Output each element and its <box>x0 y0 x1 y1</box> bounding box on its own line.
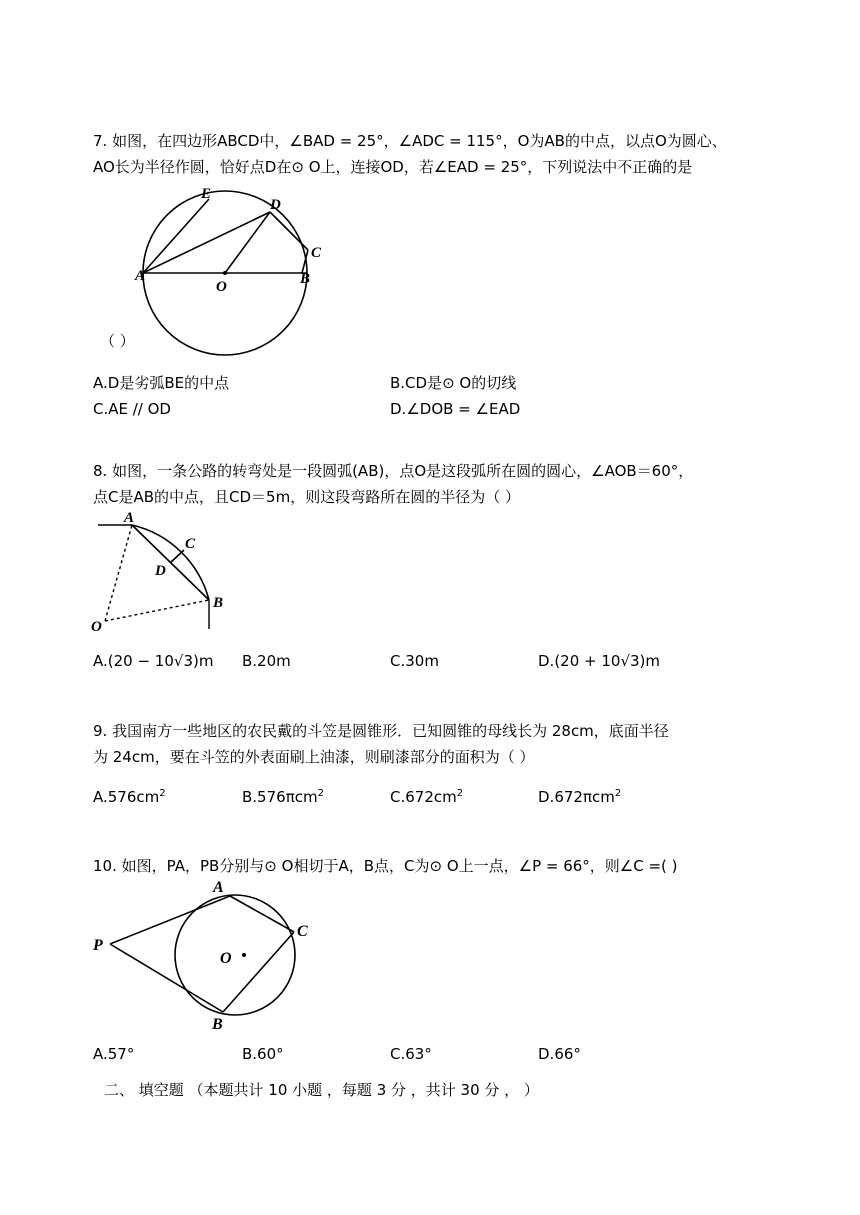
q7-label-o: O <box>216 279 227 295</box>
q8-label-a: A <box>124 510 135 526</box>
q9-option-a-text: A.576cm <box>93 788 160 806</box>
q7-label-e: E <box>201 186 212 202</box>
q9-option-d-exponent: 2 <box>614 788 622 799</box>
q7-segment-ae <box>143 199 209 273</box>
q10-option-b: B.60° <box>242 1045 284 1063</box>
q9-option-c <box>390 783 463 808</box>
q10-figure <box>90 874 330 1034</box>
q8-label-d: D <box>155 563 166 579</box>
q7-label-a: A <box>135 268 146 284</box>
q10-label-o: O <box>220 950 232 967</box>
q7-center-dot <box>223 271 227 275</box>
q8-label-b: B <box>213 595 224 611</box>
q8-figure <box>88 505 238 635</box>
q7-label-d: D <box>270 197 281 213</box>
q10-option-d: D.66° <box>538 1045 581 1063</box>
q7-label-c: C <box>311 245 322 261</box>
q9-option-b <box>242 783 324 808</box>
q7-option-d: D.∠DOB = ∠EAD <box>390 400 521 418</box>
q9-option-c-exponent: 2 <box>456 788 464 799</box>
q8-option-b: B.20m <box>242 652 291 670</box>
q7-option-b: B.CD是⊙ O的切线 <box>390 374 517 392</box>
q9-text-line1: 9. 我国南方一些地区的农民戴的斗笠是圆锥形．已知圆锥的母线长为 28cm，底面半径 <box>93 722 669 740</box>
q7-text-line1: 7. 如图，在四边形ABCD中，∠BAD = 25°，∠ADC = 115°，O为AB的中点，以点O为圆心、 <box>93 132 727 150</box>
q10-center-dot <box>242 953 246 957</box>
q7-segment-dc <box>270 212 308 250</box>
q9-option-d <box>538 783 621 808</box>
q9-option-a-exponent: 2 <box>159 788 166 799</box>
q10-text-line1: 10. 如图，PA，PB分别与⊙ O相切于A，B点，C为⊙ O上一点，∠P = 66°，则∠C =( ) <box>93 857 678 875</box>
q10-label-b: B <box>212 1016 223 1033</box>
q10-option-c: C.63° <box>390 1045 432 1063</box>
q9-option-c-text: C.672cm <box>390 788 457 806</box>
q8-radius-oa <box>105 525 132 621</box>
q10-label-p: P <box>93 937 103 954</box>
q10-tangent-pa <box>110 896 230 944</box>
q7-segment-od <box>225 212 270 273</box>
q10-option-a: A.57° <box>93 1045 135 1063</box>
q8-radius-ob <box>105 600 209 621</box>
q8-text-line2: 点C是AB的中点，且CD＝5m，则这段弯路所在圆的半径为（ ） <box>93 488 520 506</box>
q8-option-a: A.(20 − 10√3)m <box>93 652 214 670</box>
section2-title: 二、 填空题 （本题共计 10 小题 ，每题 3 分 ，共计 30 分 ， ） <box>104 1081 539 1099</box>
q10-circle <box>175 895 295 1015</box>
q8-label-c: C <box>185 536 196 552</box>
q10-tangent-pb <box>110 944 223 1012</box>
q7-option-a: A.D是劣弧BE的中点 <box>93 374 230 392</box>
q8-option-d: D.(20 + 10√3)m <box>538 652 661 670</box>
q8-segment-cd <box>170 550 184 563</box>
q7-figure <box>130 185 330 375</box>
q7-answer-parens: （ ） <box>100 332 135 350</box>
q9-option-d-text: D.672πcm <box>538 788 615 806</box>
q7-label-b: B <box>300 271 311 287</box>
q10-label-a: A <box>213 879 224 896</box>
q7-option-c: C.AE // OD <box>93 400 171 418</box>
q10-chord-bc <box>223 932 294 1012</box>
q9-text-line2: 为 24cm，要在斗笠的外表面刷上油漆，则刷漆部分的面积为（ ） <box>93 748 535 766</box>
q8-text-line1: 8. 如图，一条公路的转弯处是一段圆弧(AB)，点O是这段弧所在圆的圆心，∠AOB＝60°， <box>93 462 694 480</box>
q10-label-c: C <box>297 923 308 940</box>
q9-option-b-text: B.576πcm <box>242 788 318 806</box>
q8-option-c: C.30m <box>390 652 439 670</box>
q9-option-a <box>93 783 166 808</box>
q7-text-line2: AO长为半径作圆，恰好点D在⊙ O上，连接OD，若∠EAD = 25°，下列说法中不正确的是 <box>93 158 693 176</box>
q8-label-o: O <box>91 619 102 635</box>
q9-option-b-exponent: 2 <box>317 788 324 799</box>
